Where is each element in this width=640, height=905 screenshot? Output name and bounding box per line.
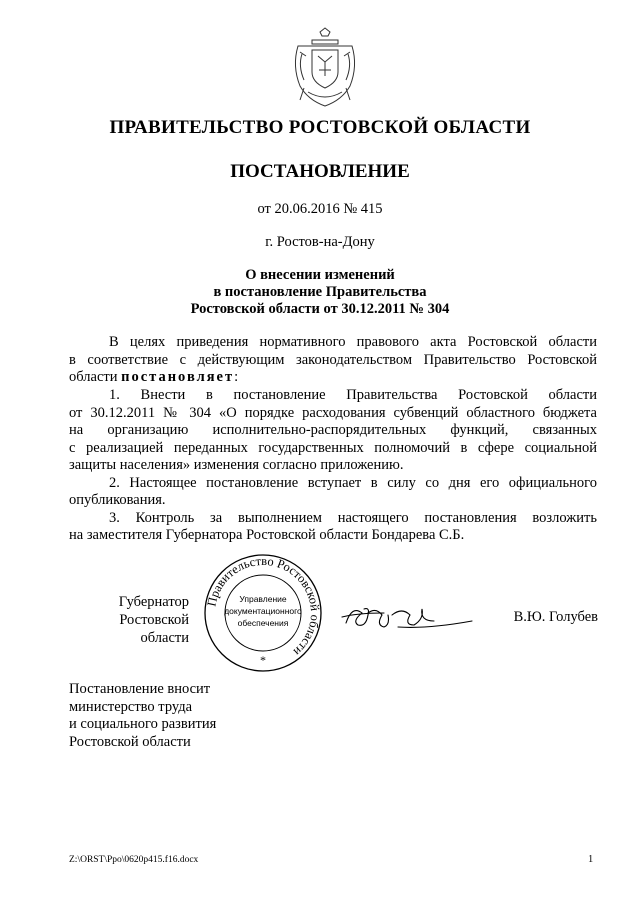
item-1-line: с реализацией переданных государственных полномочий в сфере социальной [69,439,597,456]
item-1-line: на организацию исполнительно-распорядительных функций, связанных [69,422,597,438]
subject-line: в постановление Правительства [213,284,427,300]
stamp-inner-line: Управление [239,594,287,604]
stamp-inner-line: документационного [224,606,302,616]
page-number: 1 [588,854,594,865]
handwritten-signature [338,597,474,637]
signatory-title-line: Ростовской области [119,612,189,646]
document-type: ПОСТАНОВЛЕНИЕ [230,161,410,182]
item-3-line: 3. Контроль за выполнением настоящего постановления возложить [109,509,597,526]
preamble-line: в соответствие с действующим законодательством Правительство Ростовской [69,351,597,368]
introduced-by [69,681,216,751]
item-1-line: 1. Внести в постановление Правительства Ростовской области [109,387,597,403]
document-date-number: от 20.06.2016 № 415 [257,201,383,217]
footer-file-path: Z:\ORST\Ppo\0620p415.f16.docx [69,855,199,865]
introduced-by-line: министерство труда [69,698,193,715]
preamble-text: области [69,369,122,385]
coat-of-arms-emblem [290,26,360,108]
document-city: г. Ростов-на-Дону [265,234,375,250]
introduced-by-line: Постановление вносит [69,681,211,697]
item-3-line: на заместителя Губернатора Ростовской области Бондарева С.Б. [69,527,465,543]
stamp-star: * [260,653,266,667]
introduced-by-line: Ростовской области [69,733,191,750]
subject-line: Ростовской области от 30.12.2011 № 304 [190,301,450,317]
item-1-line: от 30.12.2011 № 304 «О порядке расходования субвенций областного бюджета [69,404,597,421]
official-stamp [202,552,324,674]
subject-line: О внесении изменений [245,267,395,283]
stamp-inner-line: обеспечения [237,618,289,628]
item-2-line: опубликования. [69,492,166,508]
decree-items [69,387,597,545]
signatory-title-line: Губернатор [118,594,189,610]
signatory-name: В.Ю. Голубев [513,609,598,625]
preamble-punct: : [234,369,239,385]
document-subject [0,267,640,318]
decree-keyword: постановляет [121,369,235,385]
organization-title: ПРАВИТЕЛЬСТВО РОСТОВСКОЙ ОБЛАСТИ [109,117,531,138]
introduced-by-line: и социального развития [69,716,217,732]
item-1-line: защиты населения» изменения согласно приложению. [69,457,404,473]
item-2-line: 2. Настоящее постановление вступает в силу со дня его официального [109,474,597,491]
preamble-line: В целях приведения нормативного правового акта Ростовской области [109,334,597,350]
preamble [69,334,597,387]
stamp-outer-text: Правительство Ростовской области [204,553,323,659]
signatory-title [69,593,189,647]
preamble-line [69,369,597,387]
